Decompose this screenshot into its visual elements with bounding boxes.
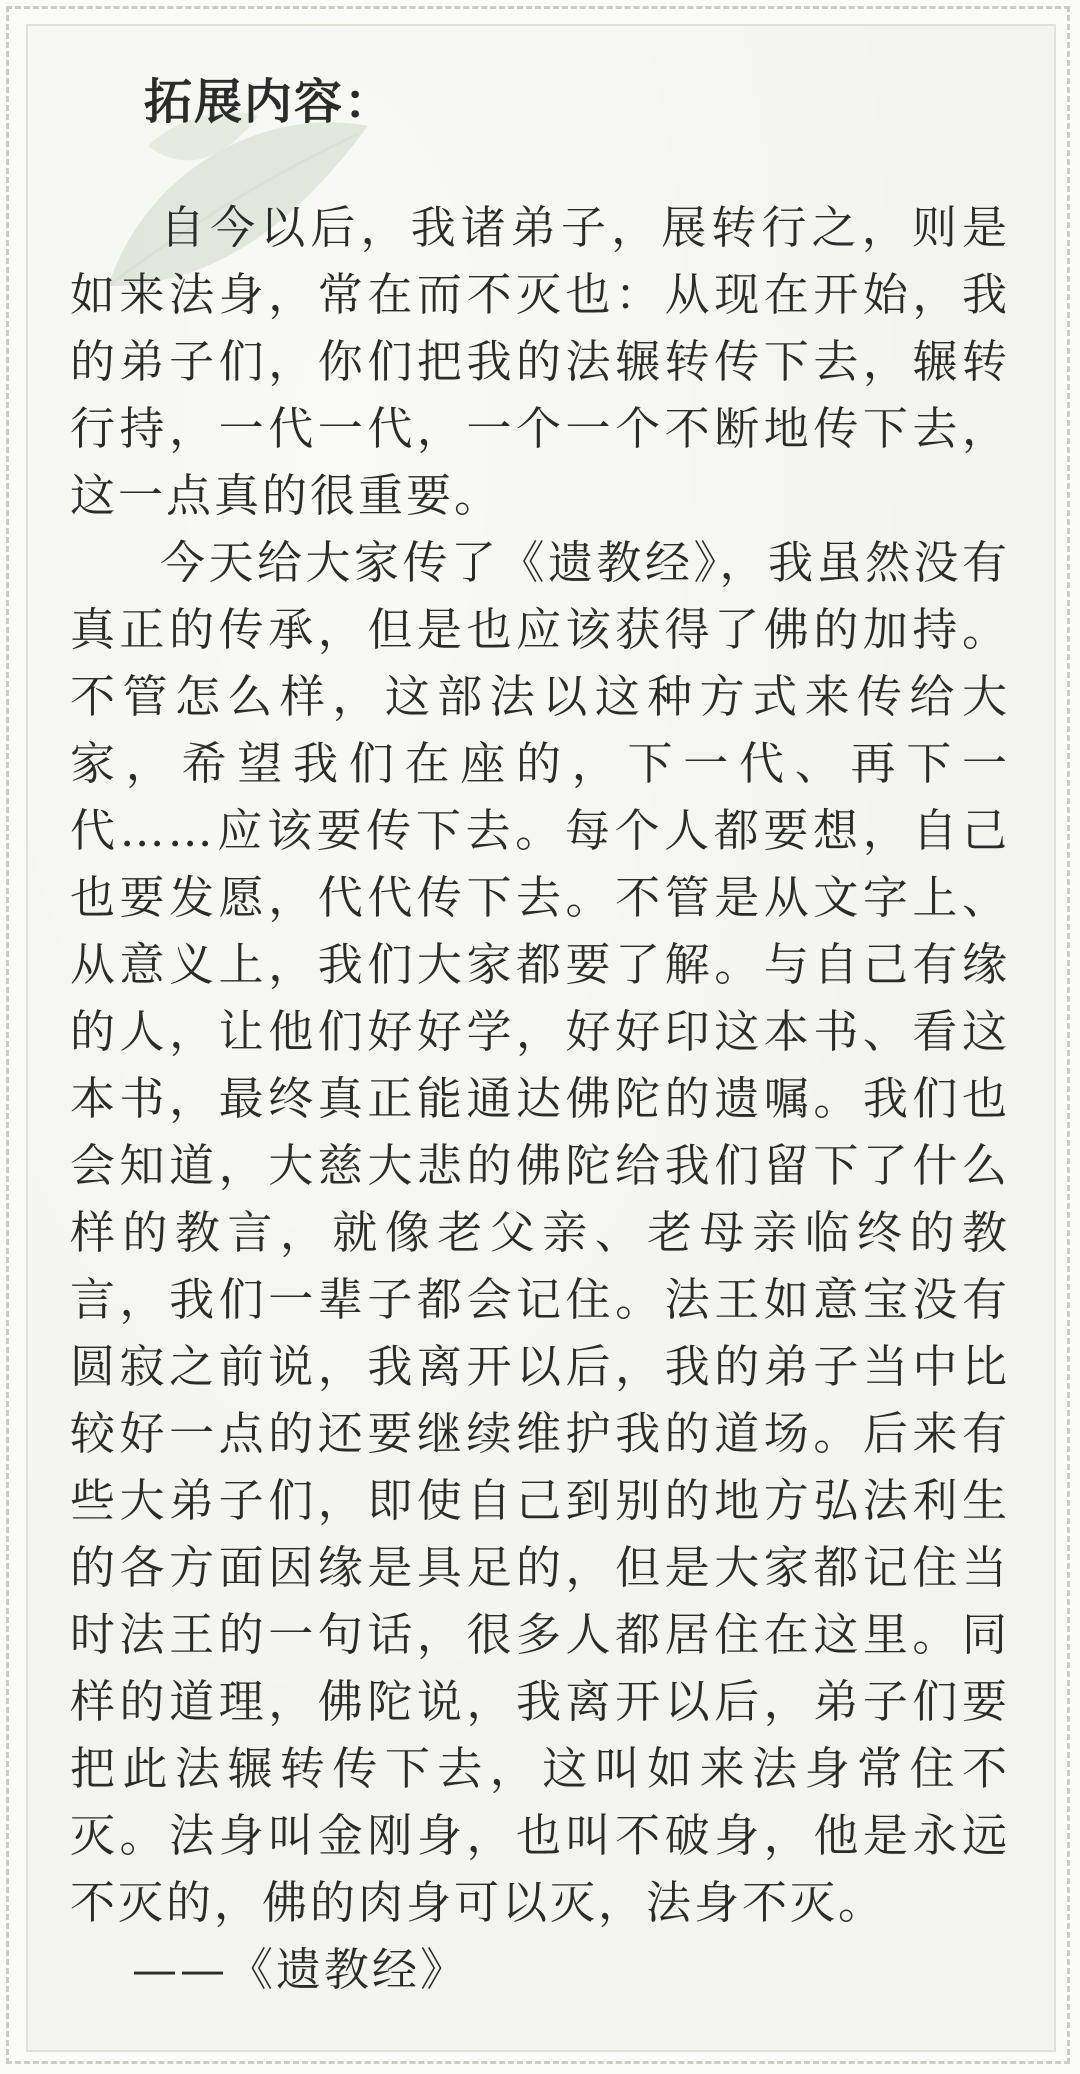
article <box>70 70 1010 2003</box>
paragraph-1: 自今以后，我诸弟子，展转行之，则是如来法身，常在而不灭也：从现在开始，我的弟子们，你们把我的法辗转传下去，辗转行持，一代一代，一个一个不断地传下去，这一点真的很重要。 <box>70 201 1010 522</box>
paragraph-2: 今天给大家传了《遗教经》，我虽然没有真正的传承，但是也应该获得了佛的加持。不管怎么样，这部法以这种方式来传给大家，希望我们在座的，下一代、再下一代……应该要传下去。每个人都要想，自己也要发愿，代代传下去。不管是从文字上、从意义上，我们大家都要了解。与自己有缘的人，让他们好好学，好好印这本书、看这本书，最终真正能通达佛陀的遗嘱。我们也会知道，大慈大悲的佛陀给我们留下了什么样的教言，就像老父亲、老母亲临终的教言，我们一辈子都会记住。法王如意宝没有圆寂之前说，我离开以后，我的弟子当中比较好一点的还要继续维护我的道场。后来有些大弟子们，即使自己到别的地方弘法利生的各方面因缘是具足的，但是大家都记住当时法王的一句话，很多人都居住在这里。同样的道理，佛陀说，我离开以后，弟子们要把此法辗转传下去，这叫如来法身常住不灭。法身叫金刚身，也叫不破身，他是永远不灭的，佛的肉身可以灭，法身不灭。 <box>70 536 1010 1929</box>
section-heading: 拓展内容： <box>144 74 395 130</box>
source-citation: ——《遗教经》 <box>132 1943 469 1996</box>
